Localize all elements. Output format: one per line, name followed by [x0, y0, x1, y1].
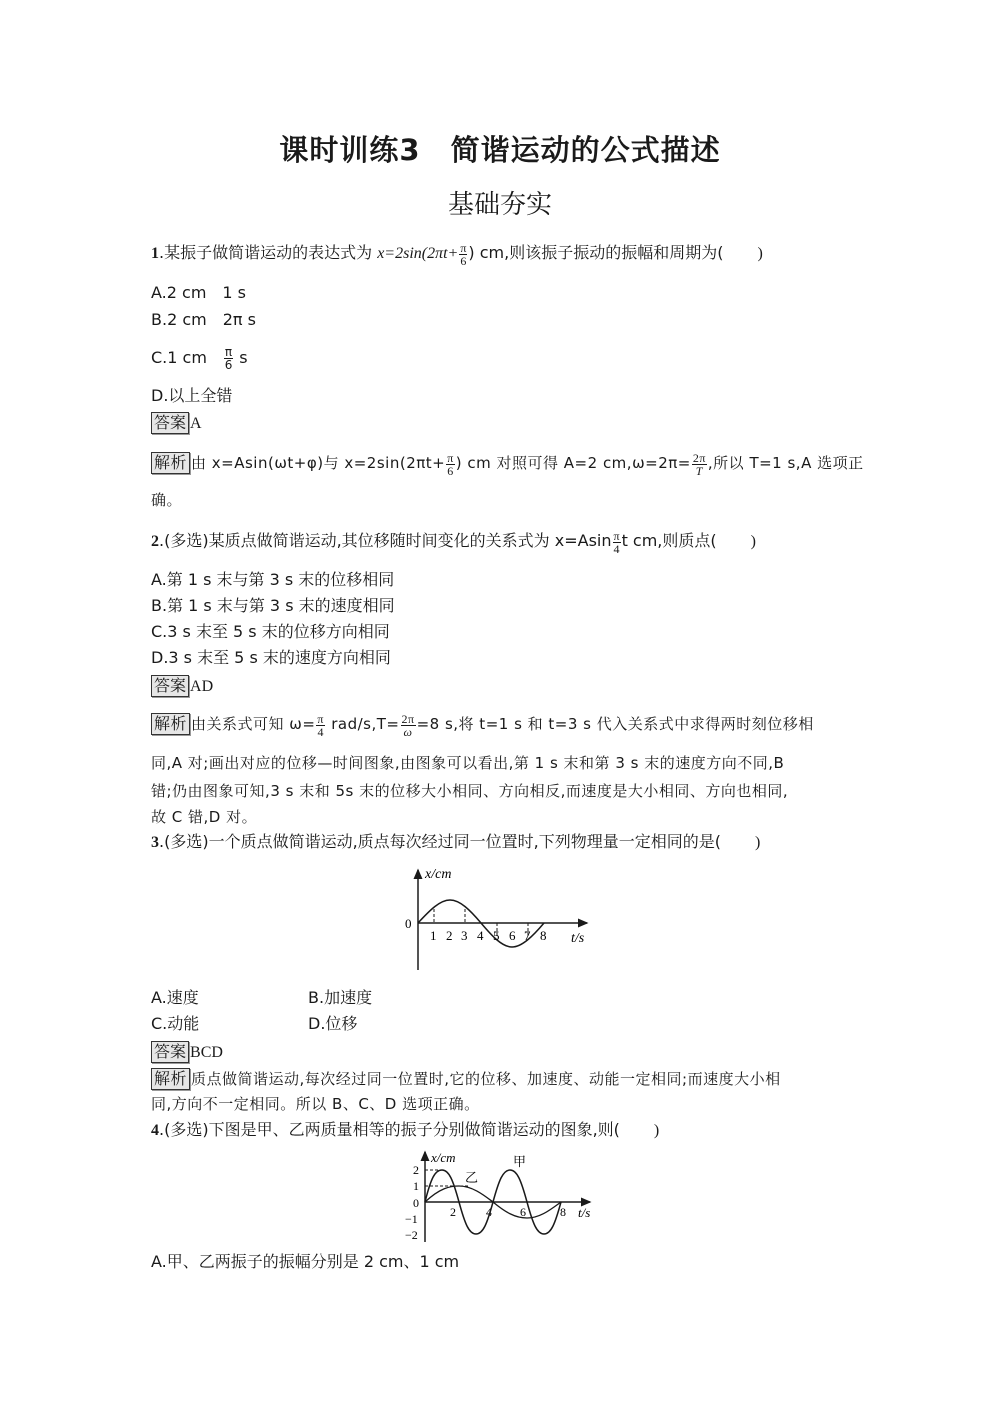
q3-answer: 答案 BCD	[151, 1041, 223, 1063]
svg-text:5: 5	[493, 928, 500, 943]
answer-label: 答案	[151, 675, 189, 697]
svg-text:3: 3	[461, 928, 468, 943]
question-4-stem: 4.(多选)下图是甲、乙两质量相等的振子分别做简谐运动的图象,则( )	[151, 1120, 660, 1139]
svg-text:甲: 甲	[513, 1154, 527, 1169]
question-1-stem: 1.某振子做简谐运动的表达式为 x=2sin(2πt+ $\frac{\pi}{6}$ ) cm,则该振子振动的振幅和周期为( )	[151, 241, 763, 268]
svg-text:2: 2	[413, 1163, 419, 1177]
q1-analysis: 解析 由 x=Asin(ωt+φ)与 x=2sin(2πt+ $\frac{\pi}{6}$ ) cm 对照可得 A=2 cm,ω=2π= $\frac{2\pi}{T}$ ,所以 T=1 s,A 选项正	[151, 452, 864, 477]
q2-analysis-line2: 同,A 对;画出对应的位移—时间图象,由图象可以看出,第 1 s 末和第 3 s 末的速度方向不同,B	[151, 754, 785, 772]
q1-option-c: C.1 cm $\frac{\pi}{6}$ s	[151, 345, 248, 372]
svg-text:8: 8	[540, 928, 547, 943]
analysis-label: 解析	[151, 1068, 190, 1090]
svg-text:4: 4	[477, 928, 484, 943]
svg-text:−1: −1	[405, 1212, 418, 1226]
fraction: $\frac{\pi}{6}$	[460, 241, 467, 268]
svg-text:6: 6	[509, 928, 516, 943]
section-heading: 基础夯实	[447, 190, 552, 220]
svg-text:0: 0	[405, 916, 412, 931]
svg-text:2: 2	[446, 928, 453, 943]
q1-answer: 答案 A	[151, 412, 202, 434]
q1-analysis-line2: 确。	[151, 491, 183, 509]
q2-answer: 答案 AD	[151, 675, 213, 697]
page-title: 课时训练3 简谐运动的公式描述	[279, 133, 721, 167]
q2-option-a: A.第 1 s 末与第 3 s 末的位移相同	[151, 570, 395, 589]
analysis-label: 解析	[151, 452, 190, 474]
q3-option-d: D.位移	[308, 1014, 358, 1033]
q1-option-d: D.以上全错	[151, 386, 233, 405]
answer-label: 答案	[151, 1041, 189, 1063]
svg-text:t/s: t/s	[578, 1205, 591, 1220]
answer-label: 答案	[151, 412, 189, 434]
q3-analysis-line2: 同,方向不一定相同。所以 B、C、D 选项正确。	[151, 1095, 480, 1113]
q4-option-a: A.甲、乙两振子的振幅分别是 2 cm、1 cm	[151, 1252, 460, 1271]
q3-option-a: A.速度	[151, 988, 199, 1007]
q3-analysis: 解析 质点做简谐运动,每次经过同一位置时,它的位移、加速度、动能一定相同;而速度大小相	[151, 1068, 781, 1090]
svg-text:1: 1	[430, 928, 437, 943]
q2-analysis: 解析 由关系式可知 ω= $\frac{\pi}{4}$ rad/s,T= $\frac{2\pi}{\omega}$ =8 s,将 t=1 s 和 t=3 s 代入关系式中求得两时刻位移相	[151, 713, 814, 738]
svg-text:4: 4	[486, 1205, 492, 1219]
svg-text:2: 2	[450, 1205, 456, 1219]
q2-option-b: B.第 1 s 末与第 3 s 末的速度相同	[151, 596, 395, 615]
chart-displacement-time-1	[395, 860, 605, 980]
q1-option-b: B.2 cm 2π s	[151, 310, 256, 329]
q2-analysis-line4: 故 C 错,D 对。	[151, 808, 258, 826]
q2-option-d: D.3 s 末至 5 s 末的速度方向相同	[151, 648, 391, 667]
analysis-label: 解析	[151, 713, 190, 735]
svg-text:t/s: t/s	[571, 931, 585, 946]
svg-text:乙: 乙	[465, 1170, 479, 1185]
q1-option-a: A.2 cm 1 s	[151, 283, 247, 302]
question-3-stem: 3.(多选)一个质点做简谐运动,质点每次经过同一位置时,下列物理量一定相同的是( )	[151, 832, 761, 851]
svg-text:x/cm: x/cm	[431, 1150, 456, 1165]
svg-text:6: 6	[520, 1205, 526, 1219]
svg-text:x/cm: x/cm	[425, 867, 452, 882]
svg-text:−2: −2	[405, 1228, 418, 1242]
svg-text:0: 0	[413, 1196, 419, 1210]
svg-text:1: 1	[413, 1179, 419, 1193]
q3-option-c: C.动能	[151, 1014, 200, 1033]
chart-displacement-time-2	[395, 1150, 605, 1250]
q2-analysis-line3: 错;仍由图象可知,3 s 末和 5s 末的位移大小相同、方向相反,而速度是大小相同、方向也相同,	[151, 782, 789, 800]
question-2-stem: 2.(多选)某质点做简谐运动,其位移随时间变化的关系式为 x=Asin $\frac{\pi}{4}$ t cm,则质点( )	[151, 529, 756, 556]
q3-option-b: B.加速度	[308, 988, 373, 1007]
q2-option-c: C.3 s 末至 5 s 末的位移方向相同	[151, 622, 390, 641]
svg-text:8: 8	[560, 1205, 566, 1219]
svg-text:7: 7	[524, 928, 531, 943]
